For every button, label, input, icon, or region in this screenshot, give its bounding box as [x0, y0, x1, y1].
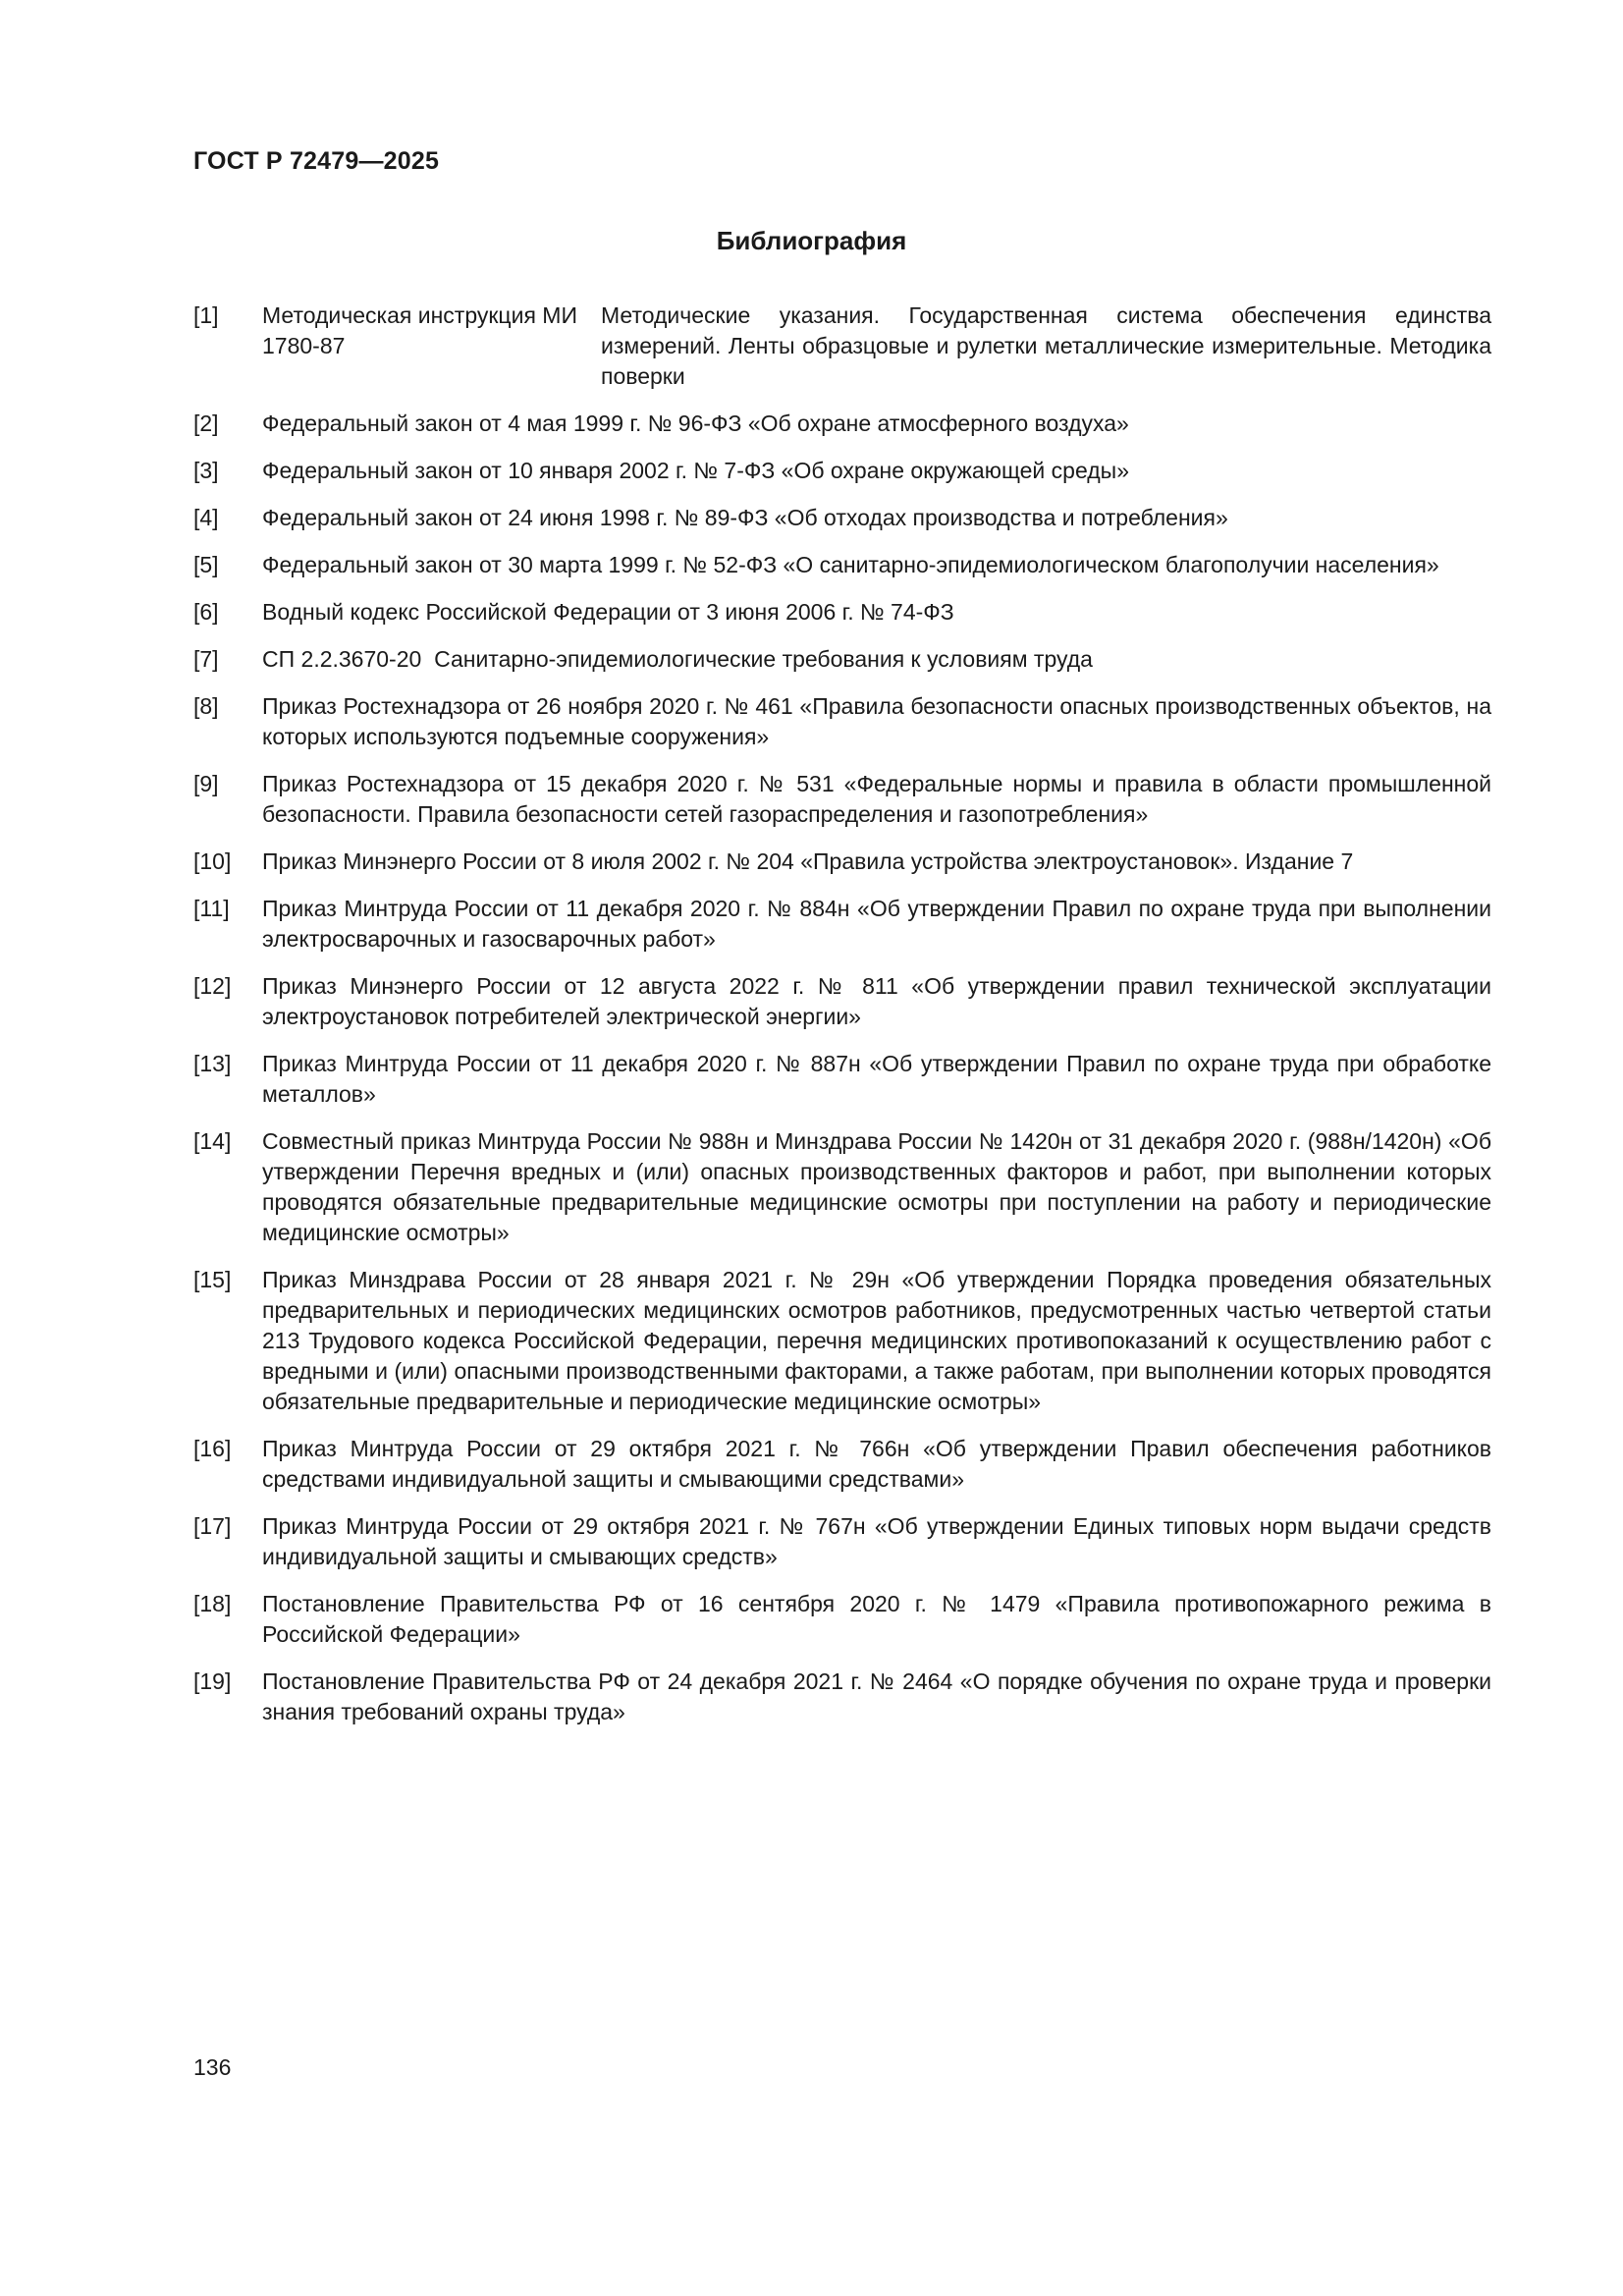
entry-number: [19]	[193, 1668, 232, 1694]
bibliography-entry	[193, 597, 1491, 628]
bibliography-list	[193, 301, 1491, 1744]
bibliography-entry	[193, 691, 1491, 752]
entry-number: [12]	[193, 973, 232, 999]
bibliography-entry	[193, 550, 1491, 580]
entry-text: Приказ Минтруда России от 11 декабря 2020 г. № 887н «Об утверждении Правил по охране труда при обработке металлов»	[262, 1051, 1491, 1107]
entry-text: СП 2.2.3670-20 Санитарно-эпидемиологические требования к условиям труда	[262, 646, 1093, 672]
bibliography-entry	[193, 456, 1491, 486]
entry-number: [18]	[193, 1591, 232, 1616]
entry-text: Федеральный закон от 4 мая 1999 г. № 96-ФЗ «Об охране атмосферного воздуха»	[262, 410, 1129, 436]
entry-label: Методическая инструкция МИ 1780-87	[262, 302, 577, 358]
bibliography-entry	[193, 894, 1491, 955]
bibliography-entry	[193, 1511, 1491, 1572]
entry-number: [15]	[193, 1267, 232, 1292]
entry-text: Приказ Минтруда России от 11 декабря 2020 г. № 884н «Об утверждении Правил по охране труда при выполнении электросварочных и газосварочных работ»	[262, 896, 1491, 952]
entry-text: Водный кодекс Российской Федерации от 3 июня 2006 г. № 74-ФЗ	[262, 599, 954, 625]
bibliography-entry	[193, 769, 1491, 830]
bibliography-entry	[193, 847, 1491, 877]
entry-text: Совместный приказ Минтруда России № 988н и Минздрава России № 1420н от 31 декабря 2020 г. (988н/1420н) «Об утверждении Перечня вредных и (или) опасных производственных факторов и работ, при выполнении которых проводятся обязательные предварительные медицинские осмотры при поступлении на работу и периодические медицинские осмотры»	[262, 1128, 1491, 1245]
bibliography-entry	[193, 1667, 1491, 1727]
entry-number: [9]	[193, 771, 219, 796]
entry-text: Приказ Минздрава России от 28 января 2021 г. № 29н «Об утверждении Порядка проведения обязательных предварительных и периодических медицинских осмотров работников, предусмотренных частью четвертой статьи 213 Трудового кодекса Российской Федерации, перечня медицинских противопоказаний к осуществлению работ с вредными и (или) опасными производственными факторами, а также работам, при выполнении которых проводятся обязательные предварительные и периодические медицинские осмотры»	[262, 1267, 1491, 1414]
page-number: 136	[193, 2054, 232, 2080]
entry-text: Федеральный закон от 24 июня 1998 г. № 89-ФЗ «Об отходах производства и потребления»	[262, 505, 1228, 530]
entry-body	[262, 301, 1491, 392]
entry-text: Приказ Минтруда России от 29 октября 2021 г. № 767н «Об утверждении Единых типовых норм выдачи средств индивидуальной защиты и смывающих средств»	[262, 1513, 1491, 1569]
entry-text: Федеральный закон от 30 марта 1999 г. № 52-ФЗ «О санитарно-эпидемиологическом благополучии населения»	[262, 552, 1439, 577]
entry-number: [17]	[193, 1513, 232, 1539]
entry-number: [6]	[193, 599, 219, 625]
entry-text: Федеральный закон от 10 января 2002 г. № 7-ФЗ «Об охране окружающей среды»	[262, 458, 1129, 483]
entry-text: Приказ Минэнерго России от 8 июля 2002 г. № 204 «Правила устройства электроустановок». Издание 7	[262, 848, 1354, 874]
entry-text: Постановление Правительства РФ от 16 сентября 2020 г. № 1479 «Правила противопожарного режима в Российской Федерации»	[262, 1591, 1491, 1647]
entry-number: [5]	[193, 552, 219, 577]
bibliography-entry	[193, 1126, 1491, 1248]
entry-number: [8]	[193, 693, 219, 719]
bibliography-entry	[193, 503, 1491, 533]
entry-text: Приказ Минтруда России от 29 октября 2021 г. № 766н «Об утверждении Правил обеспечения работников средствами индивидуальной защиты и смывающими средствами»	[262, 1436, 1491, 1492]
entry-number: [2]	[193, 410, 219, 436]
entry-number: [16]	[193, 1436, 232, 1461]
bibliography-entry	[193, 301, 1491, 392]
entry-text: Постановление Правительства РФ от 24 декабря 2021 г. № 2464 «О порядке обучения по охране труда и проверки знания требований охраны труда»	[262, 1668, 1491, 1724]
entry-number: [14]	[193, 1128, 232, 1154]
bibliography-entry	[193, 409, 1491, 439]
entry-number: [13]	[193, 1051, 232, 1076]
document-header: ГОСТ Р 72479—2025	[193, 147, 440, 175]
entry-text: Методические указания. Государственная система обеспечения единства измерений. Ленты образцовые и рулетки металлические измерительные. Методика поверки	[601, 302, 1491, 389]
bibliography-entry	[193, 644, 1491, 675]
entry-text: Приказ Минэнерго России от 12 августа 2022 г. № 811 «Об утверждении правил технической эксплуатации электроустановок потребителей электрической энергии»	[262, 973, 1491, 1029]
entry-number: [7]	[193, 646, 219, 672]
entry-text: Приказ Ростехнадзора от 15 декабря 2020 г. № 531 «Федеральные нормы и правила в области промышленной безопасности. Правила безопасности сетей газораспределения и газопотребления»	[262, 771, 1491, 827]
bibliography-entry	[193, 1049, 1491, 1110]
entry-number: [3]	[193, 458, 219, 483]
entry-number: [11]	[193, 896, 230, 921]
bibliography-entry	[193, 971, 1491, 1032]
entry-text: Приказ Ростехнадзора от 26 ноября 2020 г. № 461 «Правила безопасности опасных производственных объектов, на которых используются подъемные сооружения»	[262, 693, 1491, 749]
entry-number: [1]	[193, 302, 219, 328]
bibliography-entry	[193, 1265, 1491, 1417]
section-title: Библиография	[716, 226, 907, 255]
bibliography-entry	[193, 1589, 1491, 1650]
entry-number: [4]	[193, 505, 219, 530]
bibliography-entry	[193, 1434, 1491, 1495]
entry-number: [10]	[193, 848, 232, 874]
